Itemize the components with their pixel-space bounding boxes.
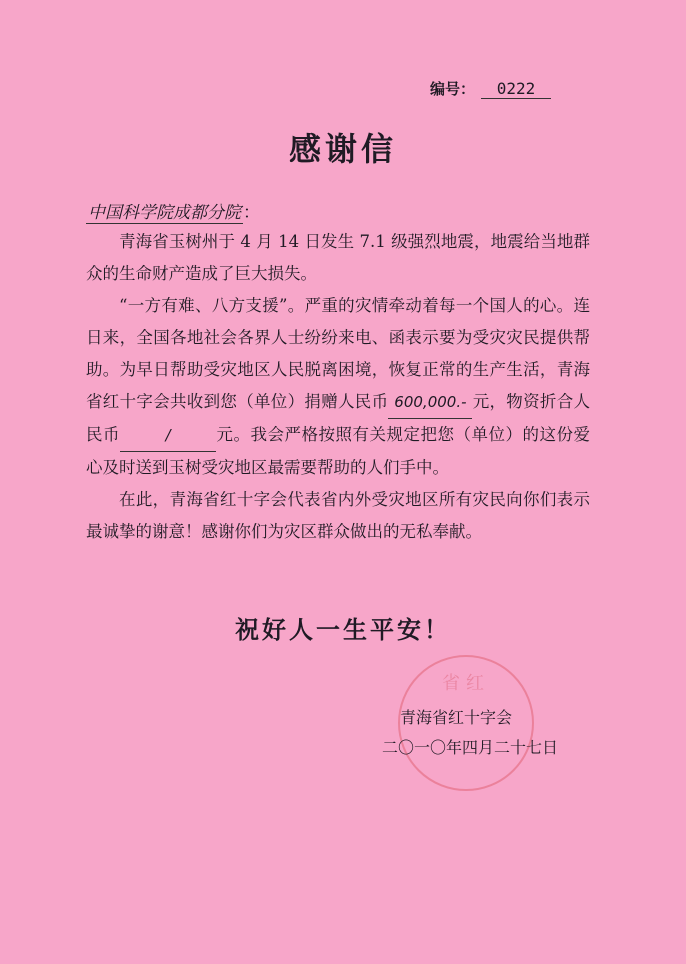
recipient-colon: ： [243,203,260,223]
serial-label: 编号： [430,80,476,98]
paragraph-2-start: “一方有难、八方支援”。严重的灾情牵动着每一个国人的心。连日来，全国各地社会各界人士纷纷来电、函表示要为受灾灾民提供帮助。为早日帮助受灾地区人民脱离困境，恢复正常的生产生活，青海省红十字会共收到您（单位）捐赠人民币 [86,296,590,411]
signature-org: 青海省红十字会 [400,708,513,727]
paragraph-2-middle: 元，物资折合人民币 [86,392,591,444]
serial-number [430,78,551,99]
letter-body [86,226,590,548]
recipient-name: 中国科学院成都分院 [88,203,241,223]
goods-amount: / [120,419,216,452]
recipient-line [86,198,260,223]
paragraph-3: 在此，青海省红十字会代表省内外受灾地区所有灾民向你们表示最诚挚的谢意！感谢你们为灾区群众做出的无私奉献。 [86,490,590,541]
paragraph-1: 青海省玉树州于 4 月 14 日发生 7.1 级强烈地震，地震给当地群众的生命财产造成了巨大损失。 [86,232,590,283]
donation-amount: 600,000.- [388,386,472,419]
paragraph-2-end: 元。我会严格按照有关规定把您（单位）的这份爱心及时送到玉树受灾地区最需要帮助的人们手中。 [86,425,590,477]
paragraph-2 [86,290,590,484]
blessing-line: 祝好人一生平安！ [235,616,451,644]
seal-text: 省红 [442,673,490,694]
serial-value: 0222 [481,79,551,99]
signature-date: 二〇一〇年四月二十七日 [382,738,559,757]
letter-title: 感谢信 [288,130,397,168]
